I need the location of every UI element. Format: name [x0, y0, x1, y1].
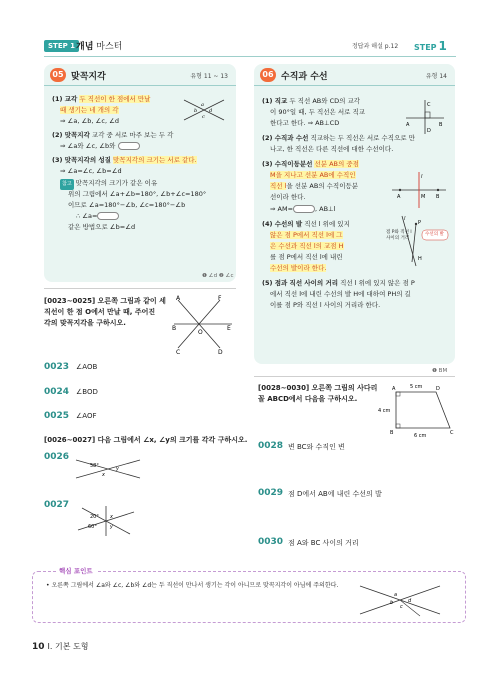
- svg-text:A: A: [397, 194, 401, 200]
- def-3-line-5: [270, 204, 336, 215]
- def-text: 교각 중 서로 마주 보는 두 각: [91, 131, 174, 139]
- left-divider: [44, 288, 236, 289]
- step-indicator: [414, 39, 447, 53]
- svg-text:A: A: [392, 386, 396, 392]
- def-4-line-1: [262, 219, 350, 230]
- svg-text:d: d: [408, 598, 412, 604]
- fig27-label-c: x: [110, 514, 113, 520]
- svg-text:A: A: [406, 122, 410, 128]
- def-4-line-2: [270, 230, 343, 241]
- step-badge: STEP 1: [44, 40, 79, 52]
- svg-text:P: P: [418, 220, 422, 226]
- section-06-header: [254, 64, 455, 86]
- problem-group-1-line-2: 직선이 한 점 O에서 만날 때, 주어진: [44, 308, 156, 316]
- note-line-2: 위의 그림에서 ∠a+∠b=180°, ∠b+∠c=180°: [68, 190, 207, 198]
- def-highlight: 않은 점 P에서 직선 l에 그: [270, 231, 343, 239]
- def-4-line-4: 를 점 P에서 직선 l에 내린: [270, 253, 343, 261]
- problem-number: 0030: [258, 537, 284, 547]
- def-text: 직선 l 위에 있지: [304, 220, 350, 228]
- def-highlight: M을 지나고 선분 AB에 수직인: [270, 171, 356, 179]
- section-05-answer-ref: ❶ ∠d ❷ ∠c: [202, 273, 234, 279]
- def-label: (4) 수선의 발: [262, 220, 303, 228]
- def-3-line-1: [52, 155, 197, 166]
- problem-question: 변 BC와 수직인 변: [288, 443, 345, 451]
- section-05-header: [44, 64, 236, 86]
- def-3-line-2: ⇒ ∠a=∠c, ∠b=∠d: [60, 167, 122, 175]
- note-line-4: [76, 211, 119, 222]
- fig-bottom-length: 6 cm: [414, 433, 427, 439]
- def-label: (1) 교각: [52, 95, 78, 103]
- svg-text:F: F: [218, 295, 222, 302]
- note-text: 맞꼭지각의 크기가 같은 이유: [75, 179, 158, 187]
- def-5-line-3: 이를 점 P와 직선 l 사이의 거리라 한다.: [270, 301, 381, 309]
- def-1-line-3: ⇒ ∠a, ∠b, ∠c, ∠d: [60, 117, 120, 125]
- def-text: 직교하는 두 직선은 서로 수직으로 만: [310, 134, 415, 142]
- problem-group-3-line-1: [0028~0030] 오른쪽 그림의 사다리: [258, 384, 378, 392]
- svg-text:d: d: [209, 108, 213, 114]
- fig-label-foot: 수선의 발: [425, 232, 444, 237]
- def-1-line-2: 이 90°일 때, 두 직선은 서로 직교: [270, 108, 366, 116]
- step-label: STEP: [414, 43, 437, 52]
- section-06-panel: [254, 64, 455, 364]
- problem-number: 0023: [44, 362, 70, 372]
- header-divider: [44, 56, 456, 57]
- trapezoid-figure: [378, 380, 458, 438]
- def-label: (3) 맞꼭지각의 성질: [52, 156, 111, 164]
- page-footer: [32, 641, 88, 652]
- def-4-line-5: [270, 263, 326, 274]
- svg-text:B: B: [439, 122, 443, 128]
- def-label: (5) 점과 직선 사이의 거리: [262, 279, 339, 287]
- svg-text:c: c: [202, 114, 205, 120]
- note-line-5: 같은 방법으로 ∠b=∠d: [68, 223, 136, 231]
- answer-blank-3: [293, 205, 315, 213]
- def-label: (1) 직교: [262, 97, 288, 105]
- def-2-line-2: [60, 141, 140, 152]
- problem-number: 0024: [44, 387, 70, 397]
- svg-text:c: c: [400, 604, 403, 610]
- def-3-line-3: [270, 181, 358, 192]
- svg-text:H: H: [418, 256, 422, 262]
- svg-text:l: l: [421, 174, 423, 180]
- svg-text:C: C: [176, 349, 181, 356]
- def-label: (3) 수직이등분선: [262, 160, 313, 168]
- page-header: [0, 36, 500, 56]
- def-text: , AB⊥l: [315, 205, 336, 213]
- fig27-label-b: 60°: [88, 524, 97, 530]
- def-5-line-2: 에서 직선 l에 내린 수선의 발 H에 대하여 PH의 길: [270, 290, 411, 298]
- def-label: (2) 수직과 수선: [262, 134, 309, 142]
- step-number: 1: [438, 39, 447, 53]
- answer-reference: 정답과 해설 p.12: [352, 43, 399, 50]
- fig-top-length: 5 cm: [410, 384, 423, 390]
- svg-text:D: D: [218, 349, 223, 356]
- title-bold: 개념: [76, 42, 94, 52]
- problem-number: 0025: [44, 411, 70, 421]
- svg-text:C: C: [427, 102, 431, 108]
- def-label: (2) 맞꼭지각: [52, 131, 90, 139]
- key-point-label: 핵심 포인트: [56, 566, 96, 575]
- problem-group-1-line-1: [0023~0025] 오른쪽 그림과 같이 세: [44, 297, 166, 305]
- problem-question: 점 D에서 AB에 내린 수선의 발: [288, 490, 382, 498]
- svg-text:l: l: [404, 216, 406, 222]
- def-2-line-2: 나고, 한 직선은 다른 직선에 대한 수선이다.: [270, 145, 394, 153]
- def-highlight: 선분 AB의 중점: [314, 160, 359, 168]
- fig27-label-a: 20°: [90, 514, 99, 520]
- problem-number: 0028: [258, 441, 284, 451]
- problem-number: 0029: [258, 488, 284, 498]
- def-1-line-1: [262, 96, 360, 107]
- def-5-line-1: [262, 278, 415, 289]
- problem-number: 0027: [44, 500, 70, 510]
- def-3-line-2: [270, 170, 356, 181]
- problem-question: ∠AOB: [76, 363, 98, 371]
- svg-text:A: A: [176, 295, 181, 302]
- fig-label-distance-2: 사이의 거리: [386, 236, 410, 241]
- angle-figure-0026: [76, 458, 140, 480]
- def-3-line-4: 선이라 한다.: [270, 193, 306, 201]
- section-title: 수직과 수선: [281, 72, 328, 82]
- def-3-line-1: [262, 159, 359, 170]
- fig-left-length: 4 cm: [378, 408, 391, 414]
- problem-number: 0026: [44, 452, 70, 462]
- problem-question: ∠BOD: [76, 388, 98, 396]
- def-1-line-3: 한다고 한다. ⇒ AB⊥CD: [270, 119, 340, 127]
- bisector-figure: [392, 172, 448, 208]
- note-line-3: 이므로 ∠a=180°−∠b, ∠c=180°−∠b: [68, 201, 186, 209]
- def-2-line-1: [262, 133, 415, 144]
- def-highlight: 수선의 발이라 한다.: [270, 264, 327, 272]
- section-05-panel: [44, 64, 236, 282]
- def-text: ⇒ ∠a와 ∠c, ∠b와: [60, 142, 116, 150]
- section-number: 06: [260, 68, 276, 82]
- def-highlight: 은 수선과 직선 l의 교점 H: [270, 242, 344, 250]
- def-4-line-3: [270, 241, 344, 252]
- fig-label-distance-1: 점 P와 직선 l: [386, 230, 412, 235]
- svg-text:D: D: [427, 128, 431, 134]
- right-divider: [254, 376, 455, 377]
- title-rest: 마스터: [93, 42, 123, 52]
- three-lines-figure: [174, 292, 232, 354]
- angle-figure-0027: [78, 506, 134, 536]
- def-1-line-1: [52, 94, 150, 105]
- answer-blank-2: [97, 212, 119, 220]
- svg-text:b: b: [390, 600, 394, 606]
- svg-text:E: E: [227, 325, 231, 332]
- problem-group-1-line-3: 각의 맞꼭지각을 구하시오.: [44, 319, 126, 327]
- def-2-line-1: [52, 130, 173, 141]
- svg-text:B: B: [436, 194, 440, 200]
- fig26-label-b: x: [102, 472, 105, 478]
- page-number: 10: [32, 642, 45, 652]
- note-badge: 참고: [60, 179, 74, 190]
- section-06-answer-ref: ❶ BM: [432, 368, 448, 374]
- svg-text:B: B: [390, 430, 394, 436]
- def-highlight: 두 직선이 한 점에서 만날: [79, 95, 151, 103]
- fig26-label-a: 58°: [90, 463, 99, 469]
- svg-text:a: a: [201, 102, 204, 108]
- svg-text:C: C: [450, 430, 454, 436]
- page-title: [76, 39, 122, 52]
- chapter-name: Ⅰ. 기본 도형: [47, 642, 89, 651]
- def-text: 두 직선 AB와 CD의 교각: [289, 97, 361, 105]
- section-title: 맞꼭지각: [71, 72, 106, 82]
- section-type: 유형 14: [425, 73, 447, 80]
- def-text: ⇒ AM=: [270, 205, 294, 213]
- problem-group-2: [0026~0027] 다음 그림에서 ∠x, ∠y의 크기를 각각 구하시오.: [44, 436, 248, 444]
- crossing-lines-figure: [182, 96, 226, 124]
- fig26-label-c: y: [116, 466, 119, 472]
- note-text: ∴ ∠a=: [76, 212, 98, 220]
- def-highlight: 직선 l: [270, 182, 287, 190]
- svg-text:M: M: [421, 194, 426, 200]
- perpendicular-figure: [406, 98, 446, 134]
- answer-blank-1: [118, 142, 140, 150]
- fig27-label-d: y: [110, 524, 113, 530]
- def-highlight: 때 생기는 네 개의 각: [60, 106, 119, 114]
- section-number: 05: [50, 68, 66, 82]
- svg-text:b: b: [194, 108, 198, 114]
- def-text: 직선 l 위에 있지 않은 점 P: [340, 279, 415, 287]
- problem-group-3-line-2: 꼴 ABCD에서 다음을 구하시오.: [258, 395, 358, 403]
- problem-question: 점 A와 BC 사이의 거리: [288, 539, 359, 547]
- svg-text:O: O: [198, 329, 203, 336]
- problem-question: ∠AOF: [76, 412, 97, 420]
- section-type: 유형 11 ~ 13: [190, 73, 228, 80]
- svg-text:B: B: [172, 325, 177, 332]
- svg-text:a: a: [394, 592, 398, 598]
- def-text: 을 선분 AB의 수직이등분: [286, 182, 359, 190]
- def-1-line-2: [60, 105, 119, 116]
- key-point-text: • 오른쪽 그림에서 ∠a와 ∠c, ∠b와 ∠d는 두 직선이 만나서 생기는 각이 아니므로 맞꼭지각이 아님에 주의한다.: [46, 582, 339, 589]
- key-point-figure: [360, 580, 440, 620]
- def-highlight: 맞꼭지각의 크기는 서로 같다.: [113, 156, 197, 164]
- svg-text:D: D: [436, 386, 440, 392]
